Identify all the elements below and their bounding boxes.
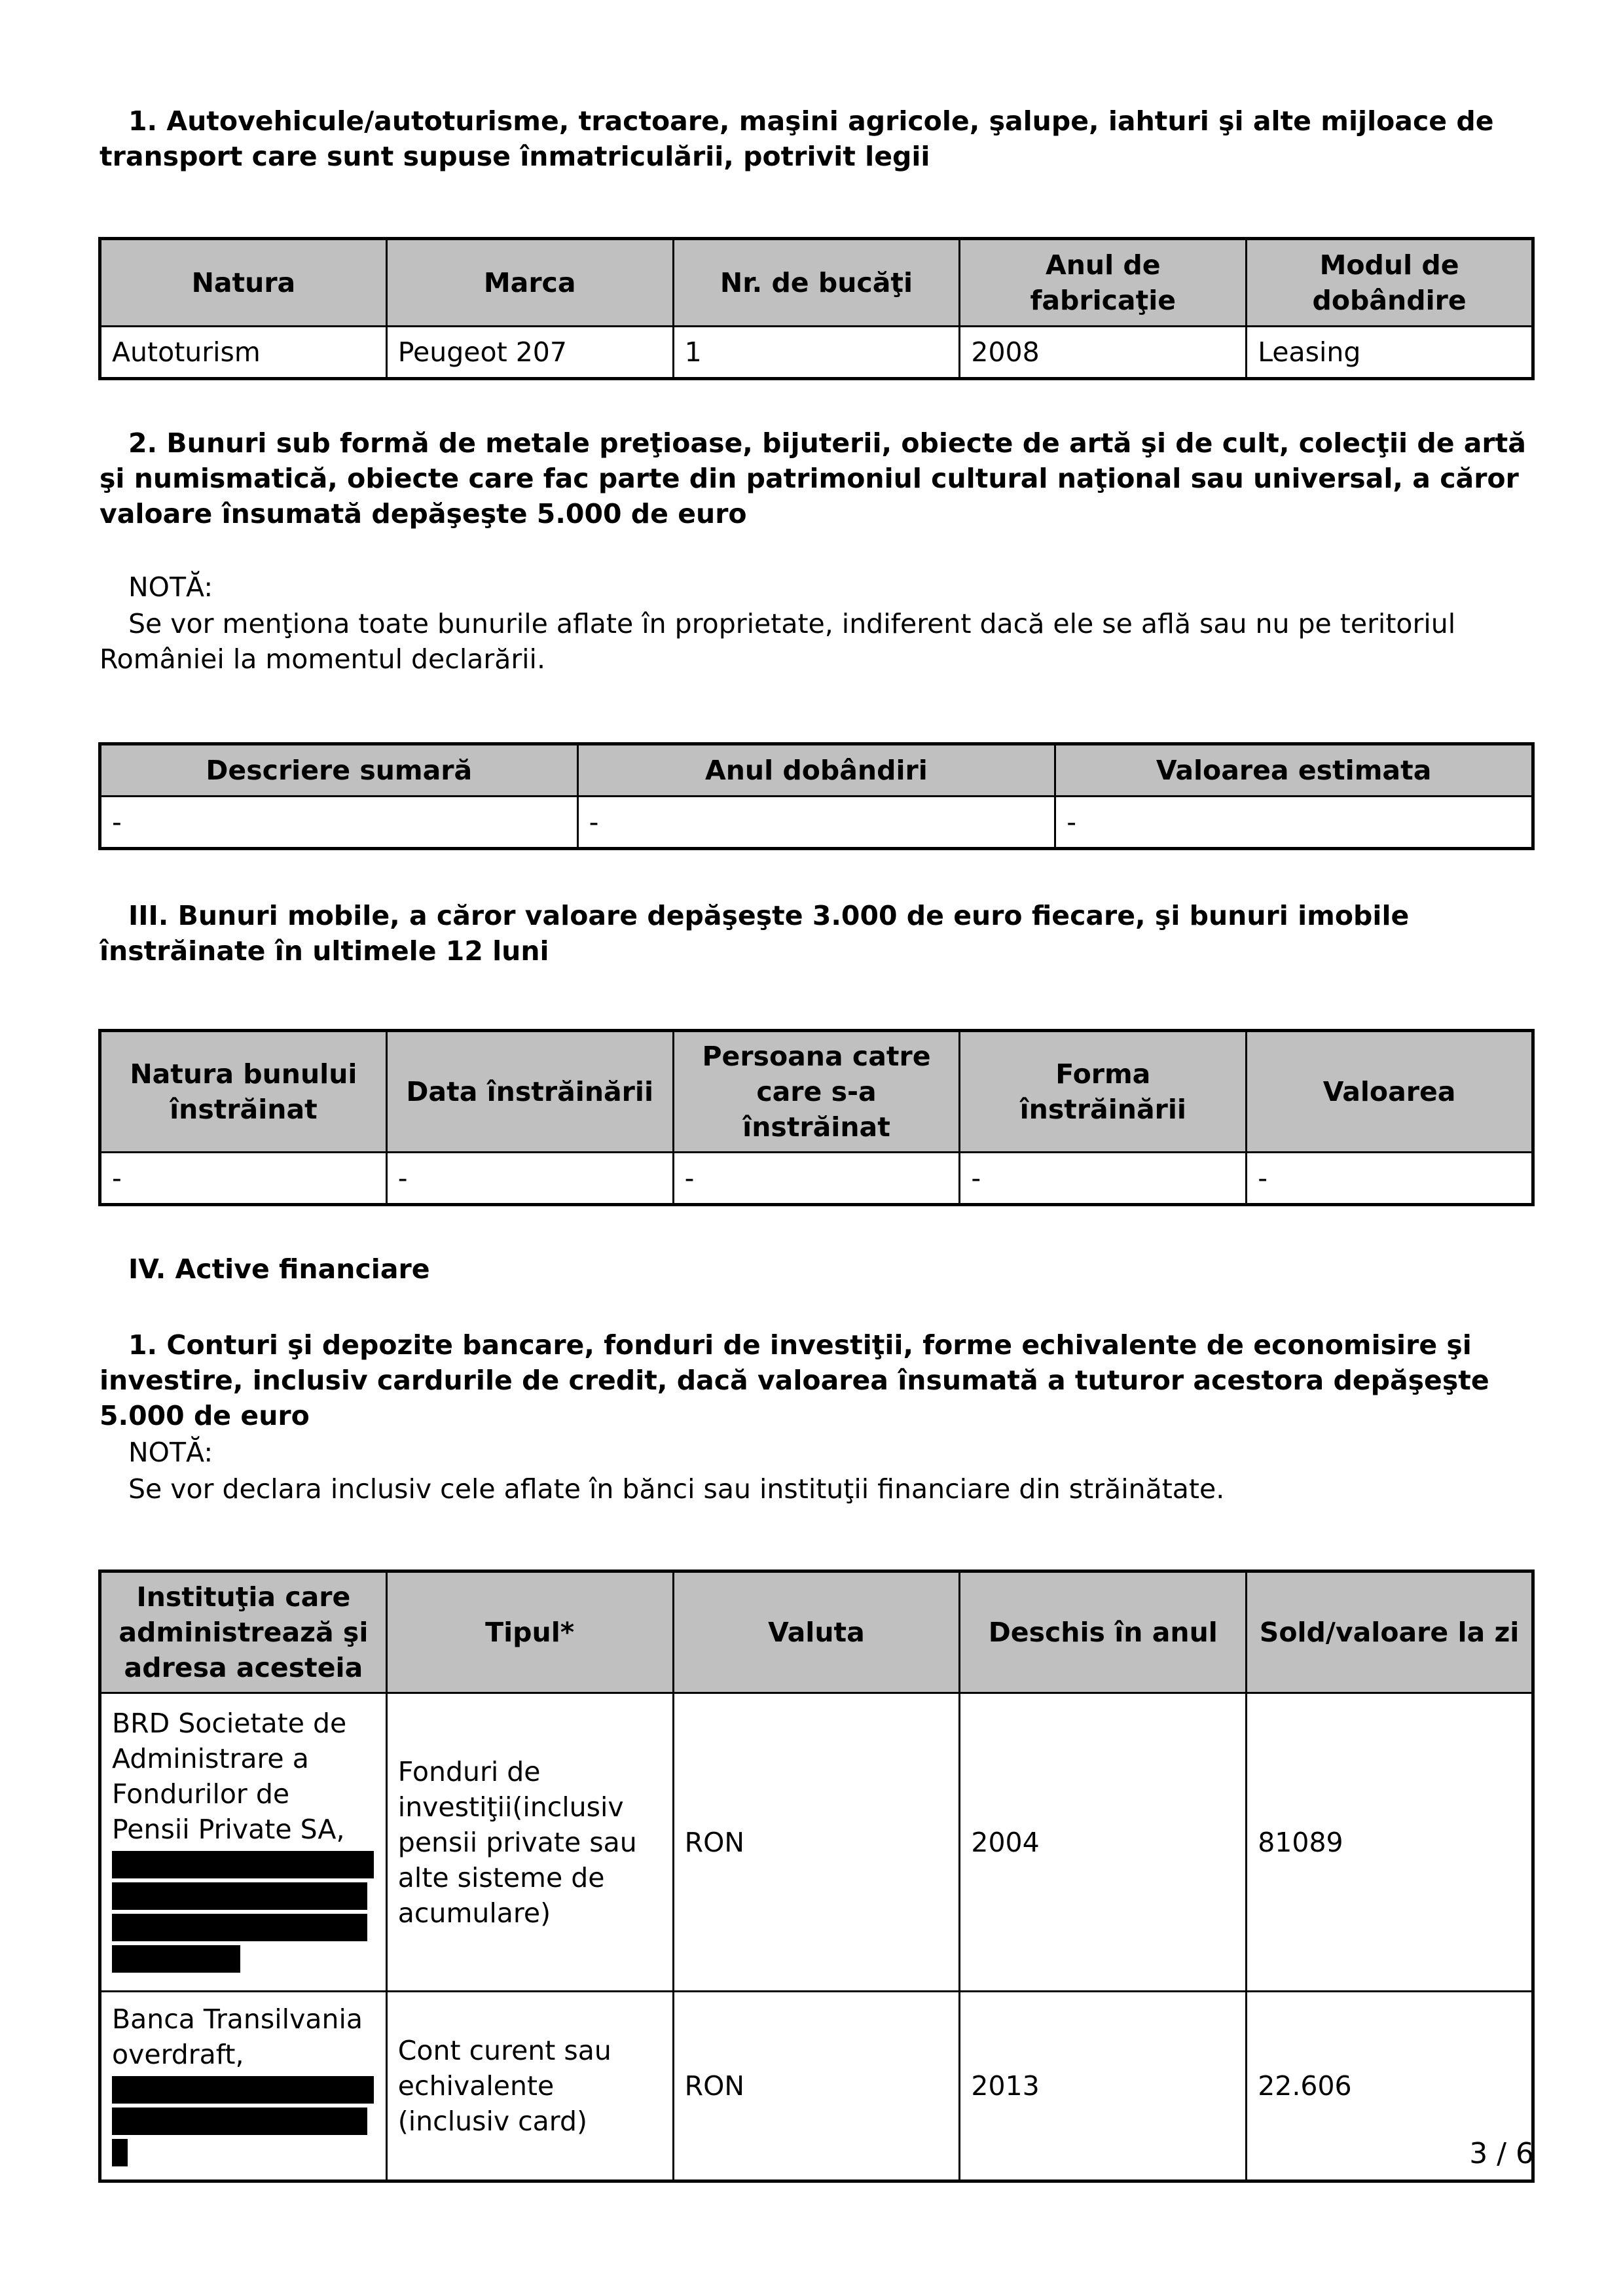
- note-label: NOTĂ:: [128, 571, 213, 603]
- table-cell: -: [1247, 1153, 1533, 1205]
- table-cell: -: [100, 797, 578, 849]
- table-cell: Cont curent sau echivalente (inclusiv card): [386, 1992, 673, 2181]
- section-vehicles-heading: 1. Autovehicule/autoturisme, tractoare, maşini agricole, şalupe, iahturi şi alte mijloace de transport care sunt supuse înmatriculării, potrivit legii: [100, 105, 1494, 172]
- table-row: [100, 797, 1533, 849]
- page-number: 3 / 6: [1469, 2137, 1534, 2170]
- table-row: [100, 327, 1533, 379]
- institution-name: BRD Societate de Administrare a Fondurilor de Pensii Private SA,: [112, 1708, 347, 1845]
- table-cell: -: [673, 1153, 960, 1205]
- col-header: Descriere sumară: [100, 744, 578, 797]
- table-cell: 1: [673, 327, 960, 379]
- section-movable-heading: III. Bunuri mobile, a căror valoare depăşeşte 3.000 de euro fiecare, şi bunuri imobile înstrăinate în ultimele 12 luni: [100, 900, 1410, 967]
- movable-table: [98, 1029, 1535, 1206]
- col-header: Marca: [386, 239, 673, 327]
- redacted-block: [112, 1882, 367, 1910]
- note-text: Se vor menţiona toate bunurile aflate în proprietate, indiferent dacă ele se află sau nu pe teritoriul României la momentul declarării.: [100, 608, 1456, 675]
- table-cell: RON: [673, 1992, 960, 2181]
- col-header: Persoana catre care s-a înstrăinat: [673, 1031, 960, 1153]
- table-cell: RON: [673, 1693, 960, 1992]
- table-cell: 2008: [960, 327, 1247, 379]
- table-cell: Leasing: [1247, 327, 1533, 379]
- table-cell: Peugeot 207: [386, 327, 673, 379]
- col-header: Valuta: [673, 1571, 960, 1693]
- col-header: Valoarea: [1247, 1031, 1533, 1153]
- table-cell: -: [1055, 797, 1533, 849]
- note-label: NOTĂ:: [128, 1437, 213, 1468]
- col-header: Valoarea estimata: [1055, 744, 1533, 797]
- redacted-block: [112, 2076, 374, 2104]
- table-cell: 2004: [960, 1693, 1247, 1992]
- table-row: [100, 1693, 1533, 1992]
- note-text: Se vor declara inclusiv cele aflate în bănci sau instituţii financiare din străinătate.: [128, 1473, 1225, 1505]
- table-cell: -: [386, 1153, 673, 1205]
- table-row: [100, 1992, 1533, 2181]
- redacted-block: [112, 1945, 240, 1973]
- col-header: Anul dobândiri: [577, 744, 1055, 797]
- table-cell: Autoturism: [100, 327, 387, 379]
- table-header-row: [100, 1031, 1533, 1153]
- section-accounts-heading: 1. Conturi şi depozite bancare, fonduri de investiţii, forme echivalente de economisire şi investire, inclusiv cardurile de credit, dacă valoarea însumată a tuturor acestora depăşeşte 5.000 de euro: [100, 1329, 1489, 1431]
- institution-cell: [100, 1693, 387, 1992]
- col-header: Anul de fabricaţie: [960, 239, 1247, 327]
- institution-cell: [100, 1992, 387, 2181]
- table-cell: 2013: [960, 1992, 1247, 2181]
- vehicles-table: [98, 237, 1535, 380]
- valuables-table: [98, 742, 1535, 850]
- redacted-block: [112, 2139, 128, 2166]
- col-header: Nr. de bucăţi: [673, 239, 960, 327]
- institution-name: Banca Transilvania overdraft,: [112, 2003, 363, 2070]
- table-cell: 81089: [1247, 1693, 1533, 1992]
- col-header: Natura bunului înstrăinat: [100, 1031, 387, 1153]
- redacted-block: [112, 2108, 367, 2135]
- table-header-row: [100, 744, 1533, 797]
- col-header: Instituţia care administrează şi adresa acesteia: [100, 1571, 387, 1693]
- table-cell: -: [577, 797, 1055, 849]
- col-header: Natura: [100, 239, 387, 327]
- col-header: Forma înstrăinării: [960, 1031, 1247, 1153]
- accounts-table: [98, 1570, 1535, 2183]
- col-header: Deschis în anul: [960, 1571, 1247, 1693]
- col-header: Tipul*: [386, 1571, 673, 1693]
- table-cell: -: [100, 1153, 387, 1205]
- redacted-block: [112, 1851, 374, 1878]
- redacted-block: [112, 1914, 367, 1941]
- col-header: Sold/valoare la zi: [1247, 1571, 1533, 1693]
- table-cell: -: [960, 1153, 1247, 1205]
- section-financial-heading: IV. Active financiare: [128, 1253, 430, 1285]
- table-header-row: [100, 1571, 1533, 1693]
- col-header: Data înstrăinării: [386, 1031, 673, 1153]
- col-header: Modul de dobândire: [1247, 239, 1533, 327]
- section-valuables-heading: 2. Bunuri sub formă de metale preţioase, bijuterii, obiecte de artă şi de cult, colecţii de artă şi numismatică, obiecte care fac parte din patrimoniul cultural naţional sau universal, a căror valoare însumată depăşeşte 5.000 de euro: [100, 427, 1526, 529]
- table-cell: 22.606: [1247, 1992, 1533, 2181]
- table-header-row: [100, 239, 1533, 327]
- table-cell: Fonduri de investiţii(inclusiv pensii private sau alte sisteme de acumulare): [386, 1693, 673, 1992]
- table-row: [100, 1153, 1533, 1205]
